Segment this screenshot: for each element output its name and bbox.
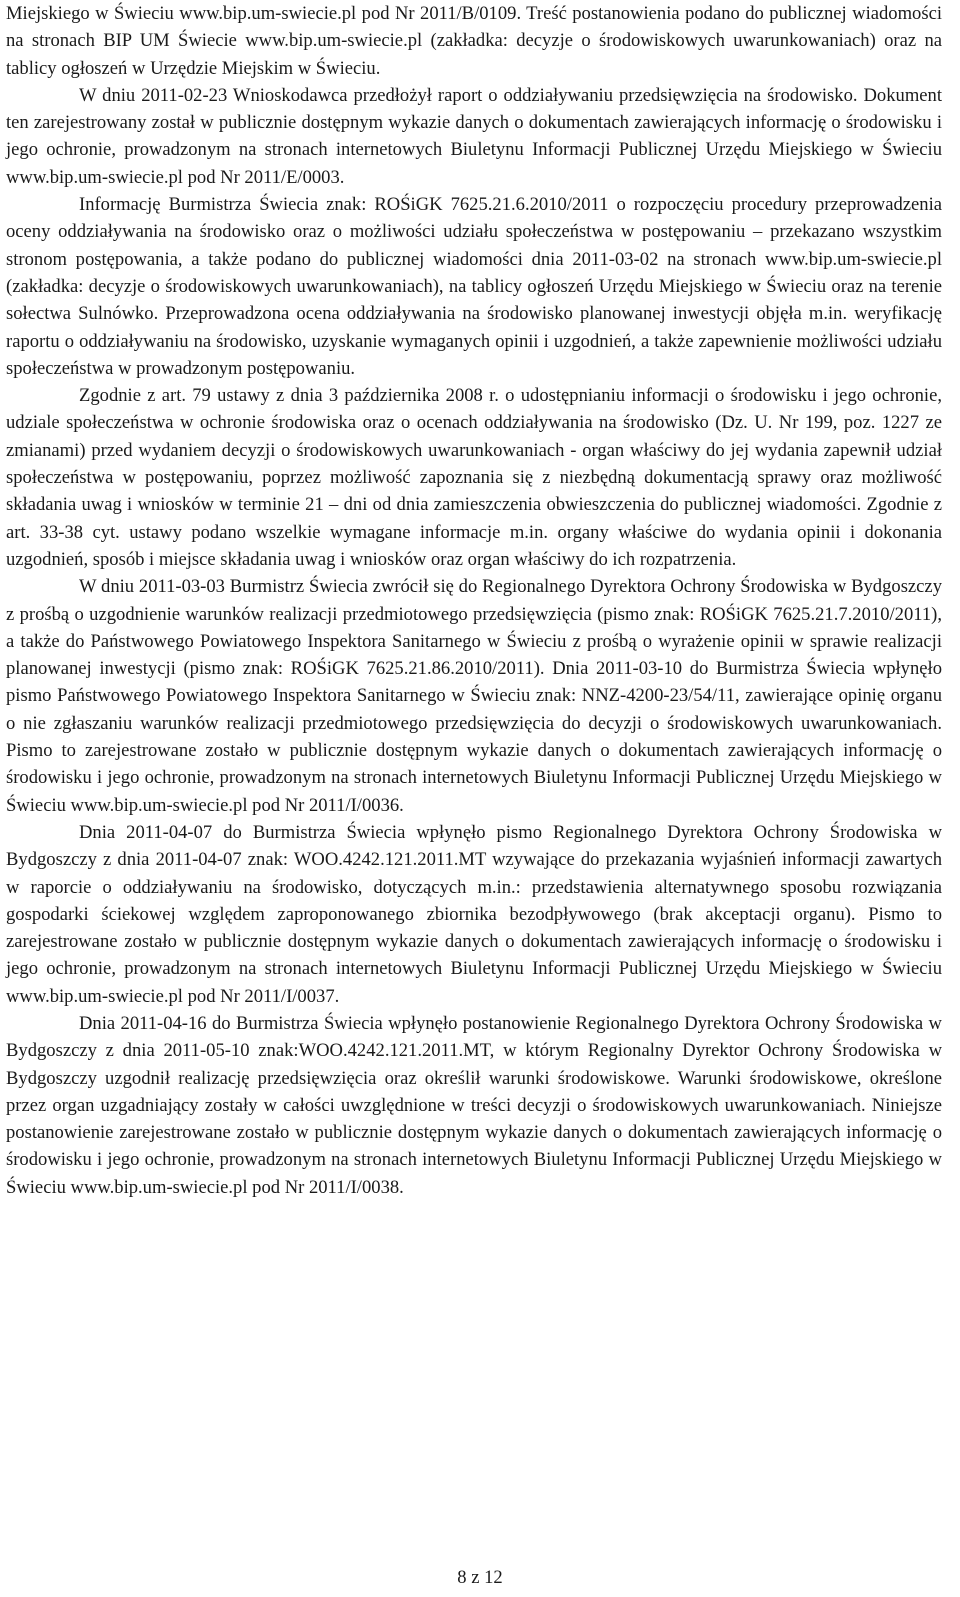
paragraph-3: Informację Burmistrza Świecia znak: ROŚiGK 7625.21.6.2010/2011 o rozpoczęciu procedury przeprowadzenia oceny oddziaływania na środowisko oraz o możliwości udziału społeczeństwa w postępowaniu – przekazano wszystkim stronom postępowania, a także podano do publicznej wiadomości dnia 2011-03-02 na stronach www.bip.um-swiecie.pl (zakładka: decyzje o środowiskowych uwarunkowaniach), na tablicy ogłoszeń Urzędu Miejskiego w Świeciu oraz na terenie sołectwa Sulnówko. Przeprowadzona ocena oddziaływania na środowisko planowanej inwestycji objęła m.in. weryfikację raportu o oddziaływaniu na środowisko, uzyskanie wymaganych opinii i uzgodnień, a także zapewnienie możliwości udziału społeczeństwa w prowadzonym postępowaniu. [6, 194, 942, 379]
document-body [6, 0, 942, 1201]
paragraph-7: Dnia 2011-04-16 do Burmistrza Świecia wpłynęło postanowienie Regionalnego Dyrektora Ochrony Środowiska w Bydgoszczy z dnia 2011-05-10 znak:WOO.4242.121.2011.MT, w którym Regionalny Dyrektor Ochrony Środowiska w Bydgoszczy uzgodnił realizację przedsięwzięcia oraz określił warunki środowiskowe. Warunki środowiskowe, określone przez organ uzgadniający zostały w całości uwzględnione w treści decyzji o środowiskowych uwarunkowaniach. Niniejsze postanowienie zarejestrowane zostało w publicznie dostępnym wykazie danych o dokumentach zawierających informację o środowisku i jego ochronie, prowadzonym na stronach internetowych Biuletynu Informacji Publicznej Urzędu Miejskiego w Świeciu www.bip.um-swiecie.pl pod Nr 2011/I/0038. [6, 1012, 942, 1198]
paragraph-5: W dniu 2011-03-03 Burmistrz Świecia zwrócił się do Regionalnego Dyrektora Ochrony Środowiska w Bydgoszczy z prośbą o uzgodnienie warunków realizacji przedmiotowego przedsięwzięcia (pismo znak: ROŚiGK 7625.21.7.2010/2011), a także do Państwowego Powiatowego Inspektora Sanitarnego w Świeciu z prośbą o wyrażenie opinii w sprawie realizacji planowanej inwestycji (pismo znak: ROŚiGK 7625.21.86.2010/2011). Dnia 2011-03-10 do Burmistrza Świecia wpłynęło pismo Państwowego Powiatowego Inspektora Sanitarnego w Świeciu znak: NNZ-4200-23/54/11, zawierające opinię organu o nie zgłaszaniu warunków realizacji przedmiotowego przedsięwzięcia do decyzji o środowiskowych uwarunkowaniach. Pismo to zarejestrowane zostało w publicznie dostępnym wykazie danych o dokumentach zawierających informację o środowisku i jego ochronie, prowadzonym na stronach internetowych Biuletynu Informacji Publicznej Urzędu Miejskiego w Świeciu www.bip.um-swiecie.pl pod Nr 2011/I/0036. [6, 576, 942, 816]
page-number: 8 z 12 [457, 1567, 503, 1588]
paragraph-1: Miejskiego w Świeciu www.bip.um-swiecie.pl pod Nr 2011/B/0109. Treść postanowienia podano do publicznej wiadomości na stronach BIP UM Świecie www.bip.um-swiecie.pl (zakładka: decyzje o środowiskowych uwarunkowaniach) oraz na tablicy ogłoszeń w Urzędzie Miejskim w Świeciu. [6, 3, 942, 79]
paragraph-4: Zgodnie z art. 79 ustawy z dnia 3 października 2008 r. o udostępnianiu informacji o środowisku i jego ochronie, udziale społeczeństwa w ochronie środowiska oraz o ocenach oddziaływania na środowisko (Dz. U. Nr 199, poz. 1227 ze zmianami) przed wydaniem decyzji o środowiskowych uwarunkowaniach - organ właściwy do jej wydania zapewnił udział społeczeństwa w postępowaniu, poprzez możliwość zapoznania się z niezbędną dokumentacją sprawy oraz możliwość składania uwag i wniosków w terminie 21 – dni od dnia zamieszczenia obwieszczenia do publicznej wiadomości. Zgodnie z art. 33-38 cyt. ustawy podano wszelkie wymagane informacje m.in. organy właściwe do wydania opinii i dokonania uzgodnień, sposób i miejsce składania uwag i wniosków oraz organ właściwy do ich rozpatrzenia. [6, 385, 942, 570]
paragraph-2: W dniu 2011-02-23 Wnioskodawca przedłożył raport o oddziaływaniu przedsięwzięcia na środowisko. Dokument ten zarejestrowany został w publicznie dostępnym wykazie danych o dokumentach zawierających informację o środowisku i jego ochronie, prowadzonym na stronach internetowych Biuletynu Informacji Publicznej Urzędu Miejskiego w Świeciu www.bip.um-swiecie.pl pod Nr 2011/E/0003. [6, 84, 942, 188]
paragraph-6: Dnia 2011-04-07 do Burmistrza Świecia wpłynęło pismo Regionalnego Dyrektora Ochrony Środowiska w Bydgoszczy z dnia 2011-04-07 znak: WOO.4242.121.2011.MT wzywające do przekazania wyjaśnień informacji zawartych w raporcie o oddziaływaniu na środowisko, dotyczących m.in.: przedstawienia alternatywnego sposobu rozwiązania gospodarki ściekowej względem zaproponowanego zbiornika bezodpływowego (brak akceptacji organu). Pismo to zarejestrowane zostało w publicznie dostępnym wykazie danych o dokumentach zawierających informację o środowisku i jego ochronie, prowadzonym na stronach internetowych Biuletynu Informacji Publicznej Urzędu Miejskiego w Świeciu www.bip.um-swiecie.pl pod Nr 2011/I/0037. [6, 821, 942, 1007]
